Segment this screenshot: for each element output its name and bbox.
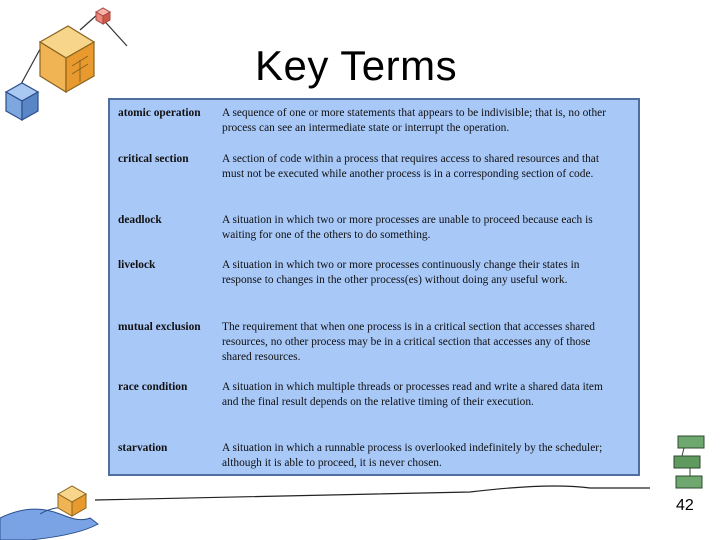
term-label: mutual exclusion — [118, 321, 201, 333]
stacked-blocks-illustration — [660, 432, 720, 498]
slide-title: Key Terms — [255, 42, 458, 89]
term-definition: A situation in which multiple threads or processes read and write a shared data item and the final result depends on the relative timing of their execution. — [222, 381, 603, 409]
large-orange-cube-icon — [40, 26, 94, 92]
green-block-icon — [678, 436, 704, 448]
term-definition: A sequence of one or more statements that appears to be indivisible; that is, no other process can see an intermediate state or interrupt the operation. — [222, 107, 607, 135]
page-number: 42 — [676, 497, 694, 514]
blue-cube-icon — [6, 83, 38, 120]
term-label: starvation — [118, 442, 168, 454]
term-label: critical section — [118, 153, 189, 165]
term-definition: A situation in which two or more processes continuously change their states in response to changes in the other process(es) without doing any useful work. — [222, 259, 580, 287]
key-terms-table — [108, 98, 640, 476]
term-label: deadlock — [118, 214, 162, 226]
term-label: livelock — [118, 259, 156, 271]
term-definition: A situation in which a runnable process is overlooked indefinitely by the scheduler; although it is able to proceed, it is never chosen. — [222, 442, 603, 470]
term-definition: A section of code within a process that requires access to shared resources and that must not be executed while another process is in a corresponding section of code. — [222, 153, 600, 181]
term-label: race condition — [118, 381, 188, 393]
small-red-cube-icon — [96, 8, 110, 24]
hand-icon — [0, 507, 98, 540]
term-definition: The requirement that when one process is in a critical section that accesses shared resources, no other process may be in a critical section that accesses any of those shared resources. — [222, 321, 595, 364]
green-block-icon — [674, 456, 700, 468]
term-definition: A situation in which two or more processes are unable to proceed because each is waiting for one of the others to do something. — [222, 214, 593, 242]
hand-holding-cube-illustration — [0, 478, 110, 540]
small-cube-in-hand-icon — [58, 486, 86, 516]
green-block-icon — [676, 476, 702, 488]
term-label: atomic operation — [118, 107, 201, 119]
